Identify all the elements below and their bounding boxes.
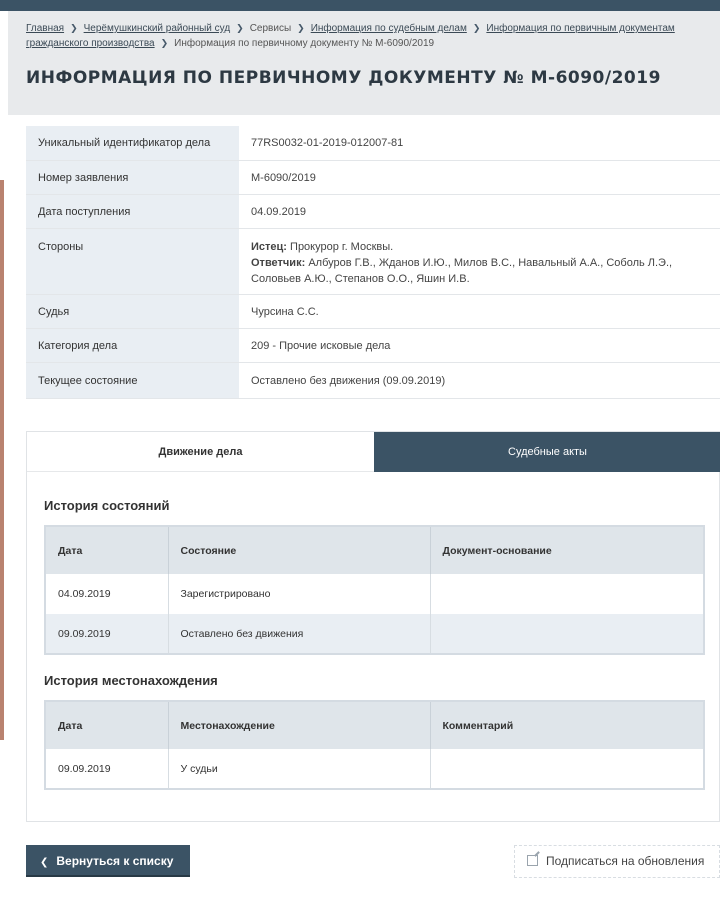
column-header: Местонахождение bbox=[168, 701, 430, 749]
table-header-row bbox=[45, 701, 704, 749]
chevron-left-icon: ❮ bbox=[40, 857, 49, 868]
info-row-category bbox=[26, 328, 720, 362]
info-label: Уникальный идентификатор дела bbox=[26, 126, 239, 160]
table-cell: 09.09.2019 bbox=[45, 749, 168, 789]
plaintiff-value: Прокурор г. Москвы. bbox=[290, 240, 394, 253]
info-row-date bbox=[26, 194, 720, 228]
table-header-row bbox=[45, 526, 704, 574]
table-cell bbox=[430, 614, 704, 654]
breadcrumb bbox=[26, 21, 716, 51]
location-history-table bbox=[44, 700, 705, 790]
defendant-label: Ответчик: bbox=[251, 256, 306, 269]
breadcrumb-primary-documents[interactable]: Информация по первичным документам гражданского производства bbox=[26, 23, 675, 49]
page-header bbox=[8, 11, 720, 115]
info-value bbox=[239, 228, 720, 294]
info-label: Номер заявления bbox=[26, 160, 239, 194]
breadcrumb-services: Сервисы bbox=[249, 23, 292, 34]
column-header: Дата bbox=[45, 701, 168, 749]
case-tabs bbox=[26, 431, 720, 822]
chevron-right-icon: ❯ bbox=[472, 23, 481, 33]
table-cell bbox=[430, 749, 704, 789]
table-cell: 09.09.2019 bbox=[45, 614, 168, 654]
info-row-uid bbox=[26, 126, 720, 160]
status-history-table bbox=[44, 525, 705, 655]
page-title: ИНФОРМАЦИЯ ПО ПЕРВИЧНОМУ ДОКУМЕНТУ № М-6090/2019 bbox=[26, 68, 661, 88]
plaintiff-label: Истец: bbox=[251, 240, 287, 253]
info-label: Дата поступления bbox=[26, 194, 239, 228]
breadcrumb-court[interactable]: Черёмушкинский районный суд bbox=[83, 23, 231, 34]
info-value: 04.09.2019 bbox=[239, 194, 720, 228]
info-value: 209 - Прочие исковые дела bbox=[239, 328, 720, 362]
breadcrumb-home[interactable]: Главная bbox=[26, 23, 65, 34]
info-row-status bbox=[26, 362, 720, 398]
breadcrumb-court-cases[interactable]: Информация по судебным делам bbox=[310, 23, 467, 34]
info-value: 77RS0032-01-2019-012007-81 bbox=[239, 126, 720, 160]
info-label: Текущее состояние bbox=[26, 362, 239, 398]
left-accent-bar bbox=[0, 180, 4, 740]
info-value: М-6090/2019 bbox=[239, 160, 720, 194]
table-cell bbox=[430, 574, 704, 614]
info-row-judge bbox=[26, 294, 720, 328]
breadcrumb-current: Информация по первичному документу № М-6090/2019 bbox=[174, 38, 435, 49]
chevron-right-icon: ❯ bbox=[70, 23, 78, 33]
column-header: Состояние bbox=[168, 526, 430, 574]
table-cell: Зарегистрировано bbox=[168, 574, 430, 614]
info-row-number bbox=[26, 160, 720, 194]
table-row bbox=[45, 574, 704, 614]
location-history-title: История местонахождения bbox=[44, 673, 218, 688]
subscribe-button[interactable] bbox=[514, 845, 720, 878]
info-row-parties bbox=[26, 228, 720, 294]
tab-case-movement[interactable]: Движение дела bbox=[27, 432, 374, 472]
column-header: Дата bbox=[45, 526, 168, 574]
info-value: Чурсина С.С. bbox=[239, 294, 720, 328]
defendant-value: Албуров Г.В., Жданов И.Ю., Милов В.С., Навальный А.А., Соболь Л.Э., Соловьев А.Ю., Степанов О.О., Яшин И.В. bbox=[251, 256, 673, 285]
back-button-label: Вернуться к списку bbox=[56, 854, 174, 868]
chevron-right-icon: ❯ bbox=[297, 23, 305, 33]
chevron-right-icon: ❯ bbox=[236, 23, 244, 33]
column-header: Документ-основание bbox=[430, 526, 704, 574]
info-label: Категория дела bbox=[26, 328, 239, 362]
case-info-table bbox=[26, 126, 720, 399]
tab-court-acts[interactable]: Судебные акты bbox=[374, 432, 720, 472]
table-cell: Оставлено без движения bbox=[168, 614, 430, 654]
top-bar bbox=[0, 0, 720, 11]
status-history-title: История состояний bbox=[44, 498, 170, 513]
table-cell: У судьи bbox=[168, 749, 430, 789]
info-value: Оставлено без движения (09.09.2019) bbox=[239, 362, 720, 398]
back-to-list-button[interactable] bbox=[26, 845, 190, 877]
table-cell: 04.09.2019 bbox=[45, 574, 168, 614]
edit-icon bbox=[527, 855, 538, 866]
table-row bbox=[45, 614, 704, 654]
info-label: Стороны bbox=[26, 228, 239, 294]
subscribe-button-label: Подписаться на обновления bbox=[546, 854, 705, 868]
info-label: Судья bbox=[26, 294, 239, 328]
column-header: Комментарий bbox=[430, 701, 704, 749]
table-row bbox=[45, 749, 704, 789]
chevron-right-icon: ❯ bbox=[160, 38, 169, 48]
